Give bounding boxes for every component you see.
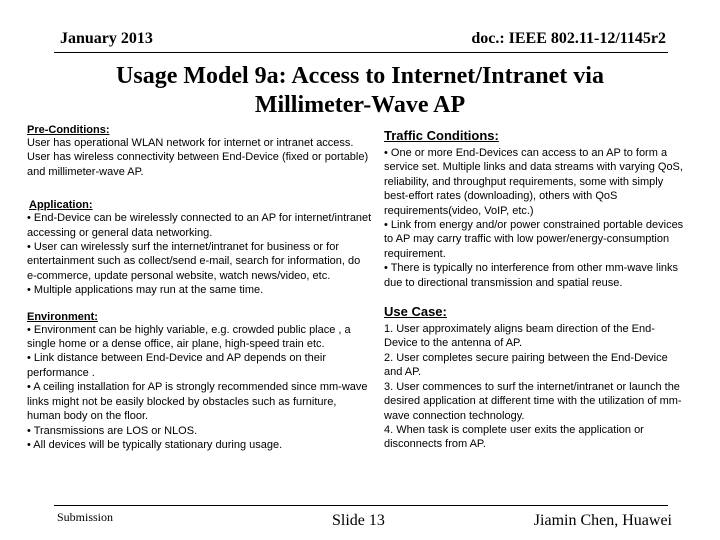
footer-submission: Submission [57, 510, 114, 524]
preconditions-text: User has operational WLAN network for internet or intranet access. User has wireless connectivity between End-Device (fixed or portable) and millimeter-wave AP. [27, 137, 369, 178]
environment-bullet: • All devices will be typically stationary during usage. [27, 438, 283, 451]
footer-author: Jiamin Chen, Huawei [533, 512, 672, 529]
traffic-bullet: • One or more End-Devices can access to an AP to form a service set. Multiple links and data streams with varying QoS, reliability, and throughput requirements, some with simply best-effort rates (downloading), others with QoS requirements(video, VoIP, etc.) [384, 147, 683, 217]
preconditions-heading: Pre-Conditions: [27, 124, 110, 136]
footer-divider [54, 505, 668, 506]
usecase-step: 3. User commences to surf the internet/intranet or launch the desired application at different time with the utilization of mm-wave connection technology. [384, 380, 682, 422]
left-column [27, 124, 373, 452]
environment-bullet: • A ceiling installation for AP is strongly recommended since mm-wave links might not be easily blocked by obstacles such as furniture, human body on the floor. [27, 381, 368, 423]
traffic-bullet: • There is typically no interference from other mm-wave links due to directional transmission and spatial reuse. [384, 262, 679, 289]
environment-heading: Environment: [27, 310, 98, 323]
environment-bullet: • Transmissions are LOS or NLOS. [27, 424, 198, 437]
header-date: January 2013 [60, 30, 153, 47]
header-divider [54, 52, 668, 53]
usecase-step: 1. User approximately aligns beam direction of the End-Device to the antenna of AP. [384, 323, 655, 350]
usecase-step: 4. When task is complete user exits the application or disconnects from AP. [384, 423, 644, 451]
right-column [384, 128, 686, 452]
environment-bullet: • Link distance between End-Device and AP depends on their performance . [27, 352, 327, 379]
application-bullet: • Multiple applications may run at the same time. [27, 284, 264, 297]
application-bullet: • User can wirelessly surf the internet/intranet for business or for entertainment such as collect/send e-mail, search for information, do e-commerce, update personal website, watch news/video, etc. [27, 241, 361, 282]
header-doc-id: doc.: IEEE 802.11-12/1145r2 [471, 30, 666, 47]
application-bullet: • End-Device can be wirelessly connected to an AP for internet/intranet accessing or general data networking. [27, 212, 372, 239]
usecase-step: 2. User completes secure pairing between the End-Device and AP. [384, 351, 668, 379]
slide-title: Usage Model 9a: Access to Internet/Intranet via Millimeter-Wave AP [116, 63, 604, 118]
usecase-heading: Use Case: [384, 304, 447, 320]
traffic-bullet: • Link from energy and/or power constrained portable devices to AP may carry traffic with low power/energy-consumption requirement. [384, 219, 684, 260]
environment-bullet: • Environment can be highly variable, e.g. crowded public place , a single home or a dense office, air plane, high-speed train etc. [27, 323, 351, 351]
application-heading: Application: [29, 199, 93, 212]
footer-slide-number: Slide 13 [332, 512, 385, 529]
traffic-heading: Traffic Conditions: [384, 128, 499, 143]
